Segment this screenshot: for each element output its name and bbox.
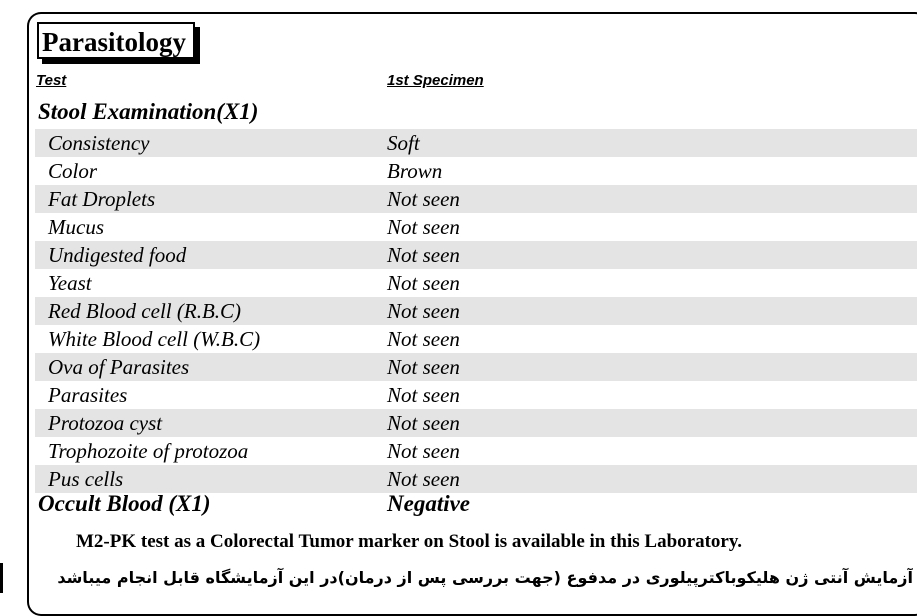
test-value: Not seen (387, 243, 460, 267)
test-name: White Blood cell (W.B.C) (48, 327, 261, 351)
column-header-specimen: 1st Specimen (387, 72, 484, 89)
test-name: Consistency (48, 131, 150, 155)
test-name: Color (48, 159, 98, 183)
test-name: Red Blood cell (R.B.C) (48, 299, 242, 323)
test-value: Not seen (387, 383, 460, 407)
table-row (35, 297, 917, 325)
test-value: Not seen (387, 411, 460, 435)
test-value: Brown (387, 159, 443, 183)
table-row (35, 381, 917, 409)
table-row (35, 213, 917, 241)
test-value: Not seen (387, 215, 460, 239)
test-value: Not seen (387, 299, 460, 323)
test-name: Ova of Parasites (48, 355, 190, 379)
table-row (35, 353, 917, 381)
m2pk-note: M2-PK test as a Colorectal Tumor marker on Stool is available in this Laboratory. (76, 531, 743, 552)
table-row (35, 409, 917, 437)
persian-note: آزمایش آنتی ژن هلیکوباکترپیلوری در مدفوع (جهت بررسی پس از درمان)در این آزمایشگاه قابل انجام میباشد (57, 568, 913, 587)
table-row (35, 465, 917, 493)
results-table (35, 129, 917, 493)
test-value: Not seen (387, 355, 460, 379)
test-name: Pus cells (48, 467, 124, 491)
occult-blood-value: Negative (387, 491, 471, 516)
table-row (35, 157, 917, 185)
test-name: Yeast (48, 271, 92, 295)
test-value: Not seen (387, 439, 460, 463)
test-name: Undigested food (48, 243, 187, 267)
column-header-test: Test (36, 72, 67, 89)
test-name: Fat Droplets (48, 187, 156, 211)
test-value: Soft (387, 131, 420, 155)
test-name: Parasites (48, 383, 128, 407)
table-row (35, 129, 917, 157)
test-name: Mucus (48, 215, 104, 239)
table-row (35, 437, 917, 465)
occult-blood-label: Occult Blood (X1) (38, 491, 211, 516)
test-name: Trophozoite of protozoa (48, 439, 249, 463)
test-value: Not seen (387, 467, 460, 491)
table-row (35, 185, 917, 213)
section-title: Parasitology (37, 22, 195, 59)
table-row (35, 269, 917, 297)
test-value: Not seen (387, 327, 460, 351)
table-row (35, 325, 917, 353)
test-value: Not seen (387, 271, 460, 295)
table-row (35, 241, 917, 269)
test-name: Protozoa cyst (48, 411, 163, 435)
group-title: Stool Examination(X1) (38, 99, 259, 124)
test-value: Not seen (387, 187, 460, 211)
